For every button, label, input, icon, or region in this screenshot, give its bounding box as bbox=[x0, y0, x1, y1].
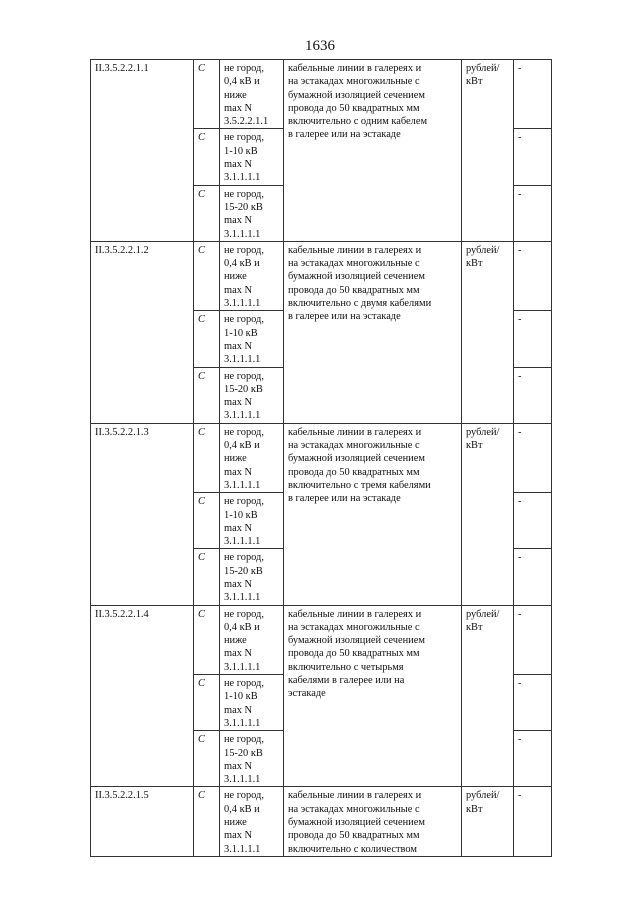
cell-line: рублей/ bbox=[466, 790, 500, 802]
cell-line: 3.1.1.1.1 bbox=[224, 592, 261, 604]
cell-line: не город, bbox=[224, 244, 264, 256]
unit-cell bbox=[462, 605, 514, 787]
voltage-level-cell bbox=[220, 311, 284, 367]
cell-line: кабельные линии в галереях и bbox=[288, 608, 422, 620]
table-row bbox=[91, 423, 552, 492]
category-letter-cell: С bbox=[194, 675, 220, 731]
rate-value-cell: - bbox=[514, 605, 552, 674]
cell-line: 3.1.1.1.1 bbox=[224, 843, 261, 855]
cell-line: ниже bbox=[224, 635, 247, 647]
cell-line: на эстакадах многожильные с bbox=[288, 803, 420, 815]
category-letter-cell: С bbox=[194, 493, 220, 549]
rate-value-cell: - bbox=[514, 493, 552, 549]
cell-line: бумажной изоляцией сечением bbox=[288, 817, 425, 829]
cell-line: 3.1.1.1.1 bbox=[224, 354, 261, 366]
category-letter-cell: С bbox=[194, 731, 220, 787]
cell-line: 1-10 кВ bbox=[224, 509, 258, 521]
cell-line: включительно с количеством bbox=[288, 843, 417, 855]
cell-line: бумажной изоляцией сечением bbox=[288, 89, 425, 101]
page-number: 1636 bbox=[305, 38, 335, 54]
cell-line: 3.1.1.1.1 bbox=[224, 717, 261, 729]
voltage-level-cell bbox=[220, 185, 284, 241]
cell-line: max N bbox=[224, 397, 252, 409]
cell-line: включительно с двумя кабелями bbox=[288, 298, 432, 310]
cell-line: в галерее или на эстакаде bbox=[288, 129, 401, 141]
cell-line: 0,4 кВ и bbox=[224, 76, 260, 88]
cell-line: max N bbox=[224, 102, 252, 114]
cell-line: бумажной изоляцией сечением bbox=[288, 453, 425, 465]
voltage-level-cell bbox=[220, 605, 284, 674]
category-letter-cell: С bbox=[194, 549, 220, 605]
cell-line: max N bbox=[224, 704, 252, 716]
cell-line: не город, bbox=[224, 496, 264, 508]
rate-value-cell: - bbox=[514, 423, 552, 492]
cell-line: 1-10 кВ bbox=[224, 691, 258, 703]
cell-line: не город, bbox=[224, 188, 264, 200]
description-cell bbox=[284, 60, 462, 242]
voltage-level-cell bbox=[220, 423, 284, 492]
cell-line: рублей/ bbox=[466, 426, 500, 438]
voltage-level-cell bbox=[220, 675, 284, 731]
cell-line: 3.1.1.1.1 bbox=[224, 172, 261, 184]
cell-line: бумажной изоляцией сечением bbox=[288, 271, 425, 283]
cell-line: кабельные линии в галереях и bbox=[288, 63, 422, 74]
cell-line: на эстакадах многожильные с bbox=[288, 621, 420, 633]
cell-line: рублей/ bbox=[466, 608, 500, 620]
cell-line: 3.1.1.1.1 bbox=[224, 479, 261, 491]
category-letter-cell: С bbox=[194, 241, 220, 310]
cell-line: max N bbox=[224, 466, 252, 478]
tariff-table-body bbox=[91, 60, 552, 857]
unit-cell bbox=[462, 60, 514, 242]
description-cell bbox=[284, 605, 462, 787]
cell-line: max N bbox=[224, 159, 252, 171]
description-cell bbox=[284, 423, 462, 605]
cell-line: провода до 50 квадратных мм bbox=[288, 648, 420, 660]
cell-line: не город, bbox=[224, 734, 264, 746]
cell-line: не город, bbox=[224, 608, 264, 620]
voltage-level-cell bbox=[220, 367, 284, 423]
table-row bbox=[91, 605, 552, 674]
cell-line: включительно с одним кабелем bbox=[288, 116, 428, 128]
rate-value-cell: - bbox=[514, 787, 552, 856]
unit-cell bbox=[462, 787, 514, 856]
cell-line: max N bbox=[224, 522, 252, 534]
cell-line: max N bbox=[224, 578, 252, 590]
cell-line: 3.1.1.1.1 bbox=[224, 661, 261, 673]
cell-line: кВт bbox=[466, 803, 483, 815]
cell-line: провода до 50 квадратных мм bbox=[288, 830, 420, 842]
cell-line: 0,4 кВ и bbox=[224, 621, 260, 633]
cell-line: в галерее или на эстакаде bbox=[288, 311, 401, 323]
rate-value-cell: - bbox=[514, 549, 552, 605]
item-code-cell: II.3.5.2.2.1.3 bbox=[91, 423, 194, 605]
category-letter-cell: С bbox=[194, 311, 220, 367]
cell-line: max N bbox=[224, 284, 252, 296]
cell-line: не город, bbox=[224, 314, 264, 326]
cell-line: 0,4 кВ и bbox=[224, 803, 260, 815]
cell-line: в галерее или на эстакаде bbox=[288, 493, 401, 505]
cell-line: кабельные линии в галереях и bbox=[288, 790, 422, 802]
cell-line: кВт bbox=[466, 258, 483, 270]
cell-line: рублей/ bbox=[466, 244, 500, 256]
cell-line: не город, bbox=[224, 552, 264, 564]
cell-line: 15-20 кВ bbox=[224, 383, 263, 395]
description-cell bbox=[284, 787, 462, 856]
unit-cell bbox=[462, 241, 514, 423]
category-letter-cell: С bbox=[194, 185, 220, 241]
cell-line: 1-10 кВ bbox=[224, 145, 258, 157]
cell-line: на эстакадах многожильные с bbox=[288, 76, 420, 88]
cell-line: 3.1.1.1.1 bbox=[224, 228, 261, 240]
cell-line: провода до 50 квадратных мм bbox=[288, 102, 420, 114]
cell-line: не город, bbox=[224, 678, 264, 690]
cell-line: max N bbox=[224, 215, 252, 227]
category-letter-cell: С bbox=[194, 787, 220, 856]
voltage-level-cell bbox=[220, 129, 284, 185]
cell-line: на эстакадах многожильные с bbox=[288, 440, 420, 452]
cell-line: 3.1.1.1.1 bbox=[224, 410, 261, 422]
description-cell bbox=[284, 241, 462, 423]
category-letter-cell: С bbox=[194, 129, 220, 185]
voltage-level-cell bbox=[220, 60, 284, 129]
cell-line: кабельные линии в галереях и bbox=[288, 426, 422, 438]
cell-line: 15-20 кВ bbox=[224, 565, 263, 577]
rate-value-cell: - bbox=[514, 675, 552, 731]
cell-line: не город, bbox=[224, 790, 264, 802]
voltage-level-cell bbox=[220, 241, 284, 310]
rate-value-cell: - bbox=[514, 129, 552, 185]
cell-line: 3.1.1.1.1 bbox=[224, 774, 261, 786]
rate-value-cell: - bbox=[514, 241, 552, 310]
cell-line: 0,4 кВ и bbox=[224, 258, 260, 270]
cell-line: кВт bbox=[466, 440, 483, 452]
cell-line: кабельные линии в галереях и bbox=[288, 244, 422, 256]
voltage-level-cell bbox=[220, 549, 284, 605]
rate-value-cell: - bbox=[514, 311, 552, 367]
item-code-cell: II.3.5.2.2.1.1 bbox=[91, 60, 194, 242]
cell-line: ниже bbox=[224, 271, 247, 283]
cell-line: 15-20 кВ bbox=[224, 747, 263, 759]
cell-line: эстакаде bbox=[288, 688, 326, 700]
category-letter-cell: С bbox=[194, 605, 220, 674]
table-row bbox=[91, 241, 552, 310]
item-code-cell: II.3.5.2.2.1.5 bbox=[91, 787, 194, 856]
cell-line: max N bbox=[224, 760, 252, 772]
cell-line: ниже bbox=[224, 453, 247, 465]
item-code-cell: II.3.5.2.2.1.4 bbox=[91, 605, 194, 787]
cell-line: бумажной изоляцией сечением bbox=[288, 635, 425, 647]
cell-line: max N bbox=[224, 648, 252, 660]
unit-cell bbox=[462, 423, 514, 605]
cell-line: кабелями в галерее или на bbox=[288, 675, 405, 687]
voltage-level-cell bbox=[220, 787, 284, 856]
rate-value-cell: - bbox=[514, 367, 552, 423]
category-letter-cell: С bbox=[194, 60, 220, 129]
category-letter-cell: С bbox=[194, 367, 220, 423]
cell-line: не город, bbox=[224, 132, 264, 144]
cell-line: 0,4 кВ и bbox=[224, 440, 260, 452]
cell-line: 3.1.1.1.1 bbox=[224, 536, 261, 548]
cell-line: включительно с четырьмя bbox=[288, 661, 404, 673]
cell-line: 3.5.2.2.1.1 bbox=[224, 116, 269, 128]
item-code-cell: II.3.5.2.2.1.2 bbox=[91, 241, 194, 423]
voltage-level-cell bbox=[220, 731, 284, 787]
cell-line: max N bbox=[224, 340, 252, 352]
tariff-table bbox=[90, 59, 552, 857]
cell-line: ниже bbox=[224, 817, 247, 829]
cell-line: ниже bbox=[224, 89, 247, 101]
cell-line: не город, bbox=[224, 370, 264, 382]
cell-line: не город, bbox=[224, 426, 264, 438]
voltage-level-cell bbox=[220, 493, 284, 549]
cell-line: max N bbox=[224, 830, 252, 842]
cell-line: кВт bbox=[466, 76, 483, 88]
cell-line: 3.1.1.1.1 bbox=[224, 298, 261, 310]
cell-line: провода до 50 квадратных мм bbox=[288, 466, 420, 478]
table-row bbox=[91, 60, 552, 129]
cell-line: провода до 50 квадратных мм bbox=[288, 284, 420, 296]
cell-line: включительно с тремя кабелями bbox=[288, 479, 431, 491]
table-row bbox=[91, 787, 552, 856]
cell-line: на эстакадах многожильные с bbox=[288, 258, 420, 270]
category-letter-cell: С bbox=[194, 423, 220, 492]
cell-line: 1-10 кВ bbox=[224, 327, 258, 339]
cell-line: кВт bbox=[466, 621, 483, 633]
cell-line: не город, bbox=[224, 63, 264, 74]
rate-value-cell: - bbox=[514, 185, 552, 241]
cell-line: 15-20 кВ bbox=[224, 201, 263, 213]
rate-value-cell: - bbox=[514, 60, 552, 129]
cell-line: рублей/ bbox=[466, 63, 500, 74]
rate-value-cell: - bbox=[514, 731, 552, 787]
